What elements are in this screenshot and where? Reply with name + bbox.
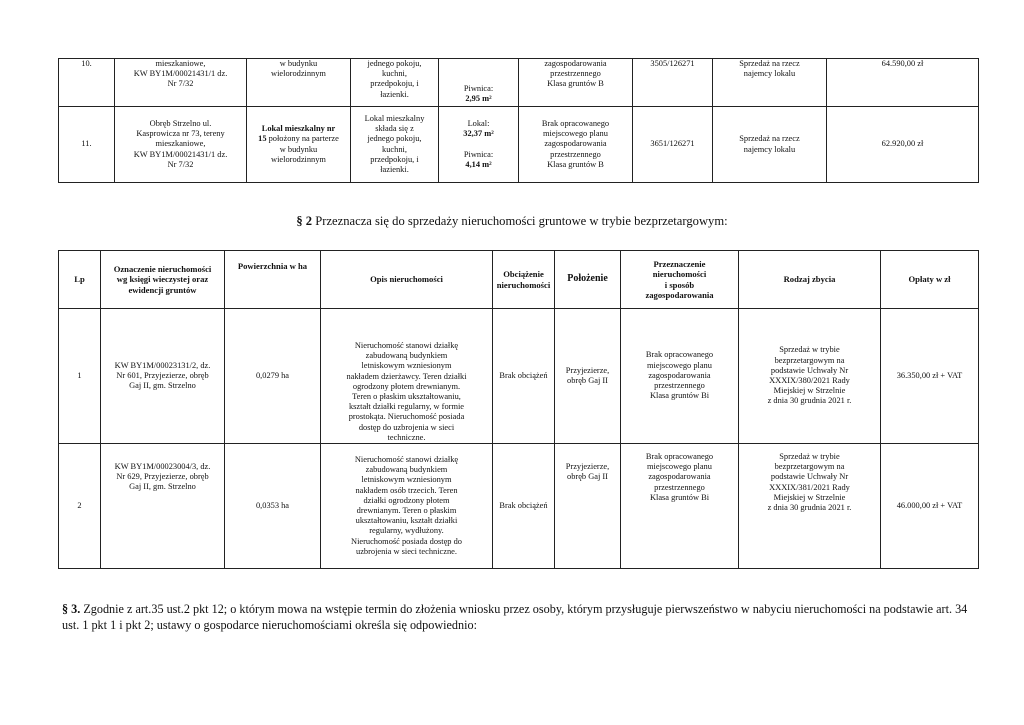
premises-description — [247, 107, 351, 183]
header-purpose: Przeznaczenie nieruchomości i sposób zagospodarowania — [621, 251, 739, 309]
fees: 36.350,00 zł + VAT — [881, 309, 979, 444]
land-use-designation: zagospodarowania przestrzennego Klasa gruntów B — [519, 59, 633, 107]
table-row — [59, 107, 979, 183]
premises-label: Lokal: — [467, 119, 490, 129]
header-area: Powierzchnia w ha — [225, 251, 321, 309]
area-cell — [439, 107, 519, 183]
land-use-designation: Brak opracowanego miejscowego planu zagospodarowania przestrzennego Klasa gruntów Bi — [621, 309, 739, 444]
header-fees: Opłaty w zł — [881, 251, 979, 309]
header-encumbrance: Obciążenie nieruchomości — [493, 251, 555, 309]
header-designation: Oznaczenie nieruchomości wg księgi wieczystej oraz ewidencji gruntów — [101, 251, 225, 309]
header-location: Położenie — [555, 251, 621, 309]
property-designation: KW BY1M/00023004/3, dz. Nr 629, Przyjezierze, obręb Gaj II, gm. Strzelno — [101, 444, 225, 569]
section-symbol: § 2 — [296, 214, 313, 228]
property-designation: mieszkaniowe, KW BY1M/00021431/1 dz. Nr 7/32 — [115, 59, 247, 107]
fees: 46.000,00 zł + VAT — [881, 444, 979, 569]
basement-area: 2,95 m² — [465, 93, 492, 103]
basement-label: Piwnica: — [463, 149, 494, 159]
row-number: 11. — [59, 107, 115, 183]
land-properties-table — [58, 250, 979, 569]
premises-description — [247, 59, 351, 107]
table-row — [59, 309, 979, 444]
premises-title: Lokal mieszkalny nr 15 — [258, 124, 336, 144]
section-3-paragraph — [62, 601, 974, 633]
encumbrance: Brak obciążeń — [493, 309, 555, 444]
section-symbol: § 3. — [62, 602, 81, 616]
section-text: Przeznacza się do sprzedaży nieruchomości gruntowe w trybie bezprzetargowym: — [315, 214, 728, 228]
basement-label: Piwnica: — [463, 83, 494, 93]
premises-layout: jednego pokoju, kuchni, przedpokoju, i łazienki. — [351, 59, 439, 107]
property-designation: KW BY1M/00023131/2, dz. Nr 601, Przyjezierze, obręb Gaj II, gm. Strzelno — [101, 309, 225, 444]
sale-type: Sprzedaż na rzecz najemcy lokalu — [713, 59, 827, 107]
location: Przyjezierze, obręb Gaj II — [555, 309, 621, 444]
premises-location: położony na parterze w budynku wielorodzinnym — [268, 134, 339, 164]
sale-type: Sprzedaż w trybie bezprzetargowym na podstawie Uchwały Nr XXXIX/381/2021 Rady Miejskiej w Strzelnie z dnia 30 grudnia 2021 r. — [739, 444, 881, 569]
table-row — [59, 444, 979, 569]
property-description: Nieruchomość stanowi działkę zabudowaną budynkiem letniskowym wzniesionym nakładem dzierżawcy. Teren działki ogrodzony płotem drewnianym. Teren o płaskim ukształtowaniu, kształt działki regularny, w formie prostokąta. Nieruchomość posiada dostęp do uzbrojenia w sieci techniczne. — [321, 309, 493, 444]
section-text: Zgodnie z art.35 ust.2 pkt 12; o którym mowa na wstępie termin do złożenia wniosku przez osoby, którym przysługuje pierwszeństwo w nabyciu nieruchomości na podstawie art. 34 ust. 1 pkt 1 i pkt 2; ustawy o gospodarce nieruchomościami określa się odpowiednio: — [62, 602, 968, 632]
row-number: 1 — [59, 309, 101, 444]
land-use-designation: Brak opracowanego miejscowego planu zagospodarowania przestrzennego Klasa gruntów B — [519, 107, 633, 183]
property-designation: Obręb Strzelno ul. Kasprowicza nr 73, tereny mieszkaniowe, KW BY1M/00021431/1 dz. Nr 7/32 — [115, 107, 247, 183]
area-cell — [439, 59, 519, 107]
encumbrance: Brak obciążeń — [493, 444, 555, 569]
location: Przyjezierze, obręb Gaj II — [555, 444, 621, 569]
premises-layout: Lokal mieszkalny składa się z jednego pokoju, kuchni, przedpokoju, i łazienki. — [351, 107, 439, 183]
reference-number: 3505/126271 — [633, 59, 713, 107]
row-number: 10. — [59, 59, 115, 107]
price: 62.920,00 zł — [827, 107, 979, 183]
reference-number: 3651/126271 — [633, 107, 713, 183]
premises-table — [58, 58, 979, 183]
plot-area: 0,0279 ha — [225, 309, 321, 444]
basement-area: 4,14 m² — [465, 159, 492, 169]
table-header-row — [59, 251, 979, 309]
header-lp: Lp — [59, 251, 101, 309]
price: 64.590,00 zł — [827, 59, 979, 107]
sale-type: Sprzedaż w trybie bezprzetargowym na podstawie Uchwały Nr XXXIX/380/2021 Rady Miejskiej w Strzelnie z dnia 30 grudnia 2021 r. — [739, 309, 881, 444]
section-2-heading — [0, 214, 1024, 229]
property-description: Nieruchomość stanowi działkę zabudowaną budynkiem letniskowym wzniesionym nakładem osób trzecich. Teren działki ogrodzony płotem drewnianym. Teren o płaskim ukształtowaniu, kształt działki regularny, wydłużony. Nieruchomość posiada dostęp do uzbrojenia w sieci technicznе. — [321, 444, 493, 569]
premises-area: 32,37 m² — [463, 129, 494, 139]
header-sale-type: Rodzaj zbycia — [739, 251, 881, 309]
table-row — [59, 59, 979, 107]
header-description: Opis nieruchomości — [321, 251, 493, 309]
plot-area: 0,0353 ha — [225, 444, 321, 569]
row-number: 2 — [59, 444, 101, 569]
land-use-designation: Brak opracowanego miejscowego planu zagospodarowania przestrzennego Klasa gruntów Bi — [621, 444, 739, 569]
premises-location: w budynku wielorodzinnym — [271, 59, 326, 79]
sale-type: Sprzedaż na rzecz najemcy lokalu — [713, 107, 827, 183]
